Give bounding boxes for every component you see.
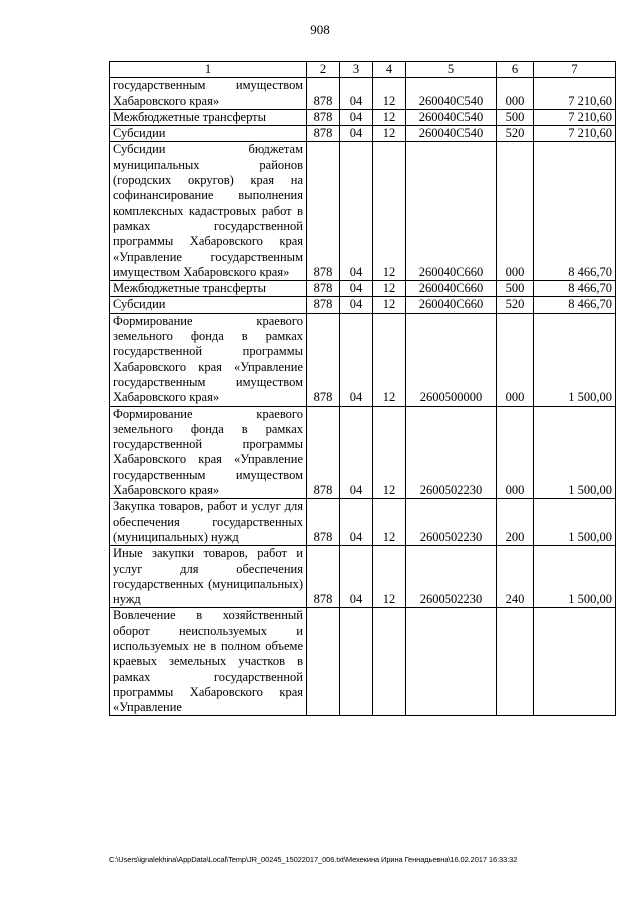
row-expense-type: 000	[497, 142, 534, 281]
row-section: 04	[340, 406, 373, 499]
row-name: Межбюджетные трансферты	[110, 109, 307, 125]
row-section: 04	[340, 142, 373, 281]
row-amount: 1 500,00	[534, 546, 616, 608]
row-amount: 7 210,60	[534, 109, 616, 125]
row-admin-code: 878	[307, 297, 340, 313]
row-admin-code: 878	[307, 142, 340, 281]
table-row	[110, 313, 616, 406]
row-target-article: 2600502230	[406, 546, 497, 608]
row-target-article: 260040С660	[406, 142, 497, 281]
row-subsection: 12	[373, 78, 406, 110]
row-amount: 1 500,00	[534, 406, 616, 499]
row-admin-code: 878	[307, 406, 340, 499]
row-subsection: 12	[373, 499, 406, 546]
row-section: 04	[340, 546, 373, 608]
row-section: 04	[340, 281, 373, 297]
row-name: Закупка товаров, работ и услуг для обеспечения государственных (муниципальных) нужд	[110, 499, 307, 546]
row-expense-type: 000	[497, 313, 534, 406]
row-admin-code: 878	[307, 281, 340, 297]
row-target-article	[406, 608, 497, 716]
header-cell-7: 7	[534, 62, 616, 78]
row-section: 04	[340, 109, 373, 125]
row-section: 04	[340, 126, 373, 142]
row-expense-type: 000	[497, 406, 534, 499]
header-cell-6: 6	[497, 62, 534, 78]
budget-table	[109, 61, 616, 716]
row-subsection: 12	[373, 406, 406, 499]
row-subsection: 12	[373, 281, 406, 297]
row-amount: 1 500,00	[534, 313, 616, 406]
row-section	[340, 608, 373, 716]
table-row	[110, 281, 616, 297]
row-name: Межбюджетные трансферты	[110, 281, 307, 297]
row-admin-code	[307, 608, 340, 716]
row-target-article: 260040С660	[406, 281, 497, 297]
row-expense-type	[497, 608, 534, 716]
row-subsection: 12	[373, 313, 406, 406]
row-subsection: 12	[373, 546, 406, 608]
row-subsection: 12	[373, 126, 406, 142]
table-row	[110, 297, 616, 313]
row-amount	[534, 608, 616, 716]
row-subsection	[373, 608, 406, 716]
row-name: Субсидии	[110, 297, 307, 313]
row-name: Субсидии бюджетам муниципальных районов (городских округов) края на софинансирование выполнения комплексных кадастровых работ в рамках государственной программы Хабаровского края «Управление государственным имуществом Хабаровского края»	[110, 142, 307, 281]
row-target-article: 260040С540	[406, 78, 497, 110]
row-name: Формирование краевого земельного фонда в рамках государственной программы Хабаровского края «Управление государственным имуществом Хабаровского края»	[110, 406, 307, 499]
row-expense-type: 200	[497, 499, 534, 546]
row-admin-code: 878	[307, 126, 340, 142]
row-admin-code: 878	[307, 109, 340, 125]
header-cell-3: 3	[340, 62, 373, 78]
row-name: государственным имуществом Хабаровского края»	[110, 78, 307, 110]
row-expense-type: 520	[497, 297, 534, 313]
header-cell-5: 5	[406, 62, 497, 78]
row-subsection: 12	[373, 297, 406, 313]
row-expense-type: 500	[497, 281, 534, 297]
row-target-article: 260040С540	[406, 109, 497, 125]
row-target-article: 2600502230	[406, 499, 497, 546]
file-path-footer: C:\Users\ignalekhina\AppData\Local\Temp\JR_00245_15022017_006.txt\Мехекина Ирина Геннадьевна\16.02.2017 16:33:32	[109, 855, 518, 864]
row-amount: 8 466,70	[534, 142, 616, 281]
row-expense-type: 240	[497, 546, 534, 608]
table-row	[110, 546, 616, 608]
table-row	[110, 109, 616, 125]
header-cell-1: 1	[110, 62, 307, 78]
table-row	[110, 126, 616, 142]
table-row	[110, 608, 616, 716]
row-expense-type: 000	[497, 78, 534, 110]
row-admin-code: 878	[307, 546, 340, 608]
header-row	[110, 62, 616, 78]
table-row	[110, 78, 616, 110]
row-name: Формирование краевого земельного фонда в рамках государственной программы Хабаровского края «Управление государственным имуществом Хабаровского края»	[110, 313, 307, 406]
row-expense-type: 520	[497, 126, 534, 142]
row-target-article: 260040С540	[406, 126, 497, 142]
table-row	[110, 499, 616, 546]
row-name: Субсидии	[110, 126, 307, 142]
row-admin-code: 878	[307, 78, 340, 110]
row-name: Иные закупки товаров, работ и услуг для обеспечения государственных (муниципальных) нужд	[110, 546, 307, 608]
row-amount: 1 500,00	[534, 499, 616, 546]
row-target-article: 2600500000	[406, 313, 497, 406]
row-amount: 7 210,60	[534, 126, 616, 142]
row-target-article: 260040С660	[406, 297, 497, 313]
row-amount: 8 466,70	[534, 281, 616, 297]
row-admin-code: 878	[307, 313, 340, 406]
row-amount: 8 466,70	[534, 297, 616, 313]
row-amount: 7 210,60	[534, 78, 616, 110]
header-cell-4: 4	[373, 62, 406, 78]
row-admin-code: 878	[307, 499, 340, 546]
row-section: 04	[340, 499, 373, 546]
row-target-article: 2600502230	[406, 406, 497, 499]
row-subsection: 12	[373, 142, 406, 281]
header-cell-2: 2	[307, 62, 340, 78]
row-section: 04	[340, 78, 373, 110]
row-name: Вовлечение в хозяйственный оборот неиспользуемых и используемых не в полном объеме краевых земельных участков в рамках государственной программы Хабаровского края «Управление	[110, 608, 307, 716]
row-subsection: 12	[373, 109, 406, 125]
page-number: 908	[310, 22, 330, 37]
row-section: 04	[340, 313, 373, 406]
row-expense-type: 500	[497, 109, 534, 125]
table-row	[110, 406, 616, 499]
table-row	[110, 142, 616, 281]
row-section: 04	[340, 297, 373, 313]
